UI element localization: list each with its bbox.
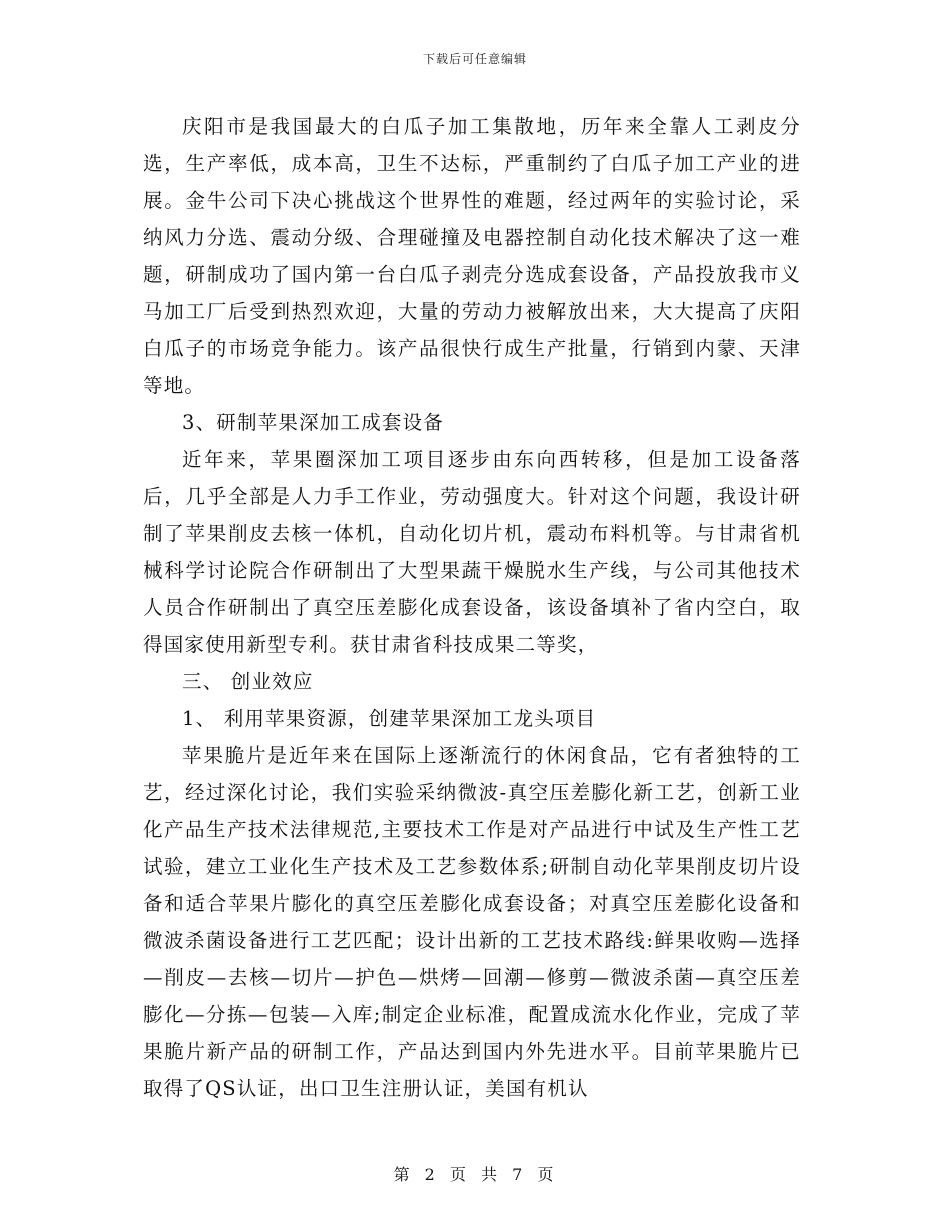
paragraph-baigua-processing: 庆阳市是我国最大的白瓜子加工集散地，历年来全靠人工剥皮分选，生产率低，成本高，卫生不达标，严重制约了白瓜子加工产业的进展。金牛公司下决心挑战这个世界性的难题，经过两年的实验讨论，采纳风力分选、震动分级、合理碰撞及电器控制自动化技术解决了这一难题，研制成功了国内第一台白瓜子剥壳分选成套设备，产品投放我市义马加工厂后受到热烈欢迎，大量的劳动力被解放出来，大大提高了庆阳白瓜子的市场竞争能力。该产品很快行成生产批量，行销到内蒙、天津等地。 — [143, 115, 801, 397]
heading-apple-equipment: 3、研制苹果深加工成套设备 — [182, 411, 445, 434]
heading-apple-resource-project: 1、 利用苹果资源，创建苹果深加工龙头项目 — [182, 707, 597, 730]
page-header: 下载后可任意编辑 — [422, 52, 527, 66]
page-footer: 第 2 页 共 7 页 — [393, 1165, 557, 1184]
document-body — [143, 108, 801, 1107]
paragraph-apple-chips: 苹果脆片是近年来在国际上逐渐流行的休闲食品，它有者独特的工艺，经过深化讨论，我们实验采纳微波-真空压差膨化新工艺，创新工业化产品生产技术法律规范,主要技术工作是对产品进行中试及生产性工艺试验，建立工业化生产技术及工艺参数体系;研制自动化苹果削皮切片设备和适合苹果片膨化的真空压差膨化成套设备；对真空压差膨化设备和微波杀菌设备进行工艺匹配；设计出新的工艺技术路线:鲜果收购—选择—削皮—去核—切片—护色—烘烤—回潮—修剪—微波杀菌—真空压差膨化—分拣—包装—入库;制定企业标准，配置成流水化作业，完成了苹果脆片新产品的研制工作，产品达到国内外先进水平。目前苹果脆片已取得了QS认证，出口卫生注册认证，美国有机认 — [143, 744, 801, 1100]
heading-entrepreneurship-effect: 三、 创业效应 — [182, 670, 314, 693]
paragraph-apple-equipment: 近年来，苹果圈深加工项目逐步由东向西转移，但是加工设备落后，几乎全部是人力手工作业，劳动强度大。针对这个问题，我设计研制了苹果削皮去核一体机，自动化切片机，震动布料机等。与甘肃省机械科学讨论院合作研制出了大型果蔬干燥脱水生产线，与公司其他技术人员合作研制出了真空压差膨化成套设备，该设备填补了省内空白，取得国家使用新型专利。获甘肃省科技成果二等奖， — [143, 448, 801, 656]
